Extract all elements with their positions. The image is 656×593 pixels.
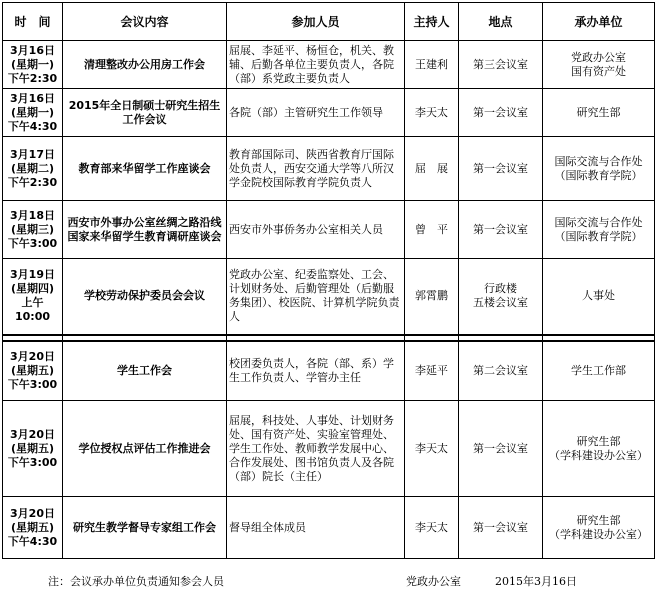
- host-cell: 郭霄鹏: [405, 259, 459, 335]
- host-cell: 李天太: [405, 497, 459, 559]
- organizer-cell: [543, 497, 655, 559]
- attendees-cell: 各院（部）主管研究生工作领导: [227, 89, 405, 137]
- host-cell: 李天太: [405, 89, 459, 137]
- header-attendees: 参加人员: [227, 3, 405, 41]
- organizer-cell-line: （学科建设办公室）: [549, 527, 648, 541]
- organizer-cell: [543, 41, 655, 89]
- place-cell-line: 行政楼: [484, 282, 517, 296]
- organizer-cell: [543, 201, 655, 259]
- header-host: 主持人: [405, 3, 459, 41]
- attendees-cell: 西安市外事侨务办公室相关人员: [227, 201, 405, 259]
- meeting-title-cell: 2015年全日制硕士研究生招生工作会议: [63, 89, 227, 137]
- organizer-cell-line: （国际教育学院）: [554, 168, 643, 182]
- organizer-cell-line: 国际交流与合作处: [554, 154, 643, 168]
- table-row: [3, 341, 655, 401]
- place-cell: 第一会议室: [459, 497, 543, 559]
- time-line: 下午2:30: [7, 71, 58, 85]
- meeting-title-cell: 研究生教学督导专家组工作会: [63, 497, 227, 559]
- place-cell-line: 五楼会议室: [473, 296, 528, 310]
- footer-note: 注：会议承办单位负责通知参会人员: [48, 575, 224, 588]
- meeting-title-cell: 西安市外事办公室丝绸之路沿线国家来华留学生教育调研座谈会: [63, 201, 227, 259]
- table-row: [3, 137, 655, 201]
- footer-issuer: 党政办公室: [406, 575, 461, 588]
- place-cell: 第一会议室: [459, 201, 543, 259]
- host-cell: 李延平: [405, 341, 459, 401]
- time-line: 3月20日: [10, 349, 55, 363]
- host-cell: 屈 展: [405, 137, 459, 201]
- organizer-cell-line: 党政办公室: [571, 50, 626, 64]
- attendees-cell: 校团委负责人，各院（部、系）学生工作负责人、学管办主任: [227, 341, 405, 401]
- time-cell: [3, 137, 63, 201]
- place-cell: 第三会议室: [459, 41, 543, 89]
- host-cell: 李天太: [405, 401, 459, 497]
- time-line: 3月17日: [10, 147, 55, 161]
- time-line: 下午4:30: [7, 534, 58, 548]
- organizer-cell: 学生工作部: [543, 341, 655, 401]
- time-line: 3月20日: [10, 427, 55, 441]
- header-organizer: 承办单位: [543, 3, 655, 41]
- time-line: 下午4:30: [7, 119, 58, 133]
- time-line: 上午10:00: [14, 296, 50, 324]
- time-cell: [3, 201, 63, 259]
- time-cell: [3, 401, 63, 497]
- table-row: [3, 497, 655, 559]
- time-line: 3月18日: [10, 208, 55, 222]
- time-line: (星期一): [10, 57, 55, 71]
- time-cell: [3, 41, 63, 89]
- time-line: 3月20日: [10, 506, 55, 520]
- meeting-title-cell: 清理整改办公用房工作会: [63, 41, 227, 89]
- table-row: [3, 259, 655, 335]
- time-cell: [3, 341, 63, 401]
- time-line: (星期一): [10, 105, 55, 119]
- footer-date: 2015年3月16日: [495, 575, 577, 588]
- table-row: [3, 41, 655, 89]
- time-line: 3月19日: [10, 268, 55, 282]
- host-cell: 王建利: [405, 41, 459, 89]
- meeting-title-cell: 学校劳动保护委员会会议: [63, 259, 227, 335]
- organizer-cell-line: 研究生部: [576, 434, 621, 448]
- table-row: [3, 89, 655, 137]
- time-cell: [3, 89, 63, 137]
- time-cell: [3, 497, 63, 559]
- organizer-cell-line: 研究生部: [576, 513, 621, 527]
- meeting-title-cell: 教育部来华留学工作座谈会: [63, 137, 227, 201]
- place-cell: 第一会议室: [459, 401, 543, 497]
- host-cell: 曾 平: [405, 201, 459, 259]
- place-cell: 第一会议室: [459, 89, 543, 137]
- table-row: [3, 401, 655, 497]
- attendees-cell: 督导组全体成员: [227, 497, 405, 559]
- time-line: 3月16日: [10, 43, 55, 57]
- time-line: 3月16日: [10, 91, 55, 105]
- time-line: 下午3:00: [7, 377, 58, 391]
- organizer-cell: 人事处: [543, 259, 655, 335]
- meeting-title-cell: 学位授权点评估工作推进会: [63, 401, 227, 497]
- meeting-title-cell: 学生工作会: [63, 341, 227, 401]
- table-header-row: [3, 3, 655, 41]
- time-line: (星期四): [10, 282, 55, 296]
- organizer-cell-line: 国际交流与合作处: [554, 215, 643, 229]
- place-cell: 第二会议室: [459, 341, 543, 401]
- place-cell: [459, 259, 543, 335]
- header-time: 时 间: [3, 3, 63, 41]
- time-line: (星期二): [10, 161, 55, 175]
- organizer-cell: [543, 401, 655, 497]
- time-line: (星期三): [10, 222, 55, 236]
- attendees-cell: 屈展、李延平、杨恒仓，机关、教辅、后勤各单位主要负责人，各院（部）系党政主要负责人: [227, 41, 405, 89]
- time-line: 下午2:30: [7, 175, 58, 189]
- organizer-cell-line: 国有资产处: [571, 64, 626, 78]
- time-line: (星期五): [10, 363, 55, 377]
- time-line: (星期五): [10, 441, 55, 455]
- attendees-cell: 屈展，科技处、人事处、计划财务处、国有资产处、实验室管理处、学生工作处、教师教学发展中心、合作发展处、图书馆负责人及各院（部）院长（主任）: [227, 401, 405, 497]
- organizer-cell-line: （国际教育学院）: [554, 229, 643, 243]
- time-line: (星期五): [10, 520, 55, 534]
- organizer-cell: 研究生部: [543, 89, 655, 137]
- attendees-cell: 党政办公室、纪委监察处、工会、计划财务处、后勤管理处（后勤服务集团）、校医院、计算机学院负责人: [227, 259, 405, 335]
- attendees-cell: 教育部国际司、陕西省教育厅国际处负责人，西安交通大学等八所汉学金院校国际教育学院负责人: [227, 137, 405, 201]
- organizer-cell-line: （学科建设办公室）: [549, 448, 648, 462]
- place-cell: 第一会议室: [459, 137, 543, 201]
- header-place: 地点: [459, 3, 543, 41]
- time-line: 下午3:00: [7, 236, 58, 250]
- table-row: [3, 201, 655, 259]
- meeting-schedule-table: [2, 2, 655, 559]
- header-content: 会议内容: [63, 3, 227, 41]
- time-line: 下午3:00: [7, 455, 58, 469]
- time-cell: [3, 259, 63, 335]
- organizer-cell: [543, 137, 655, 201]
